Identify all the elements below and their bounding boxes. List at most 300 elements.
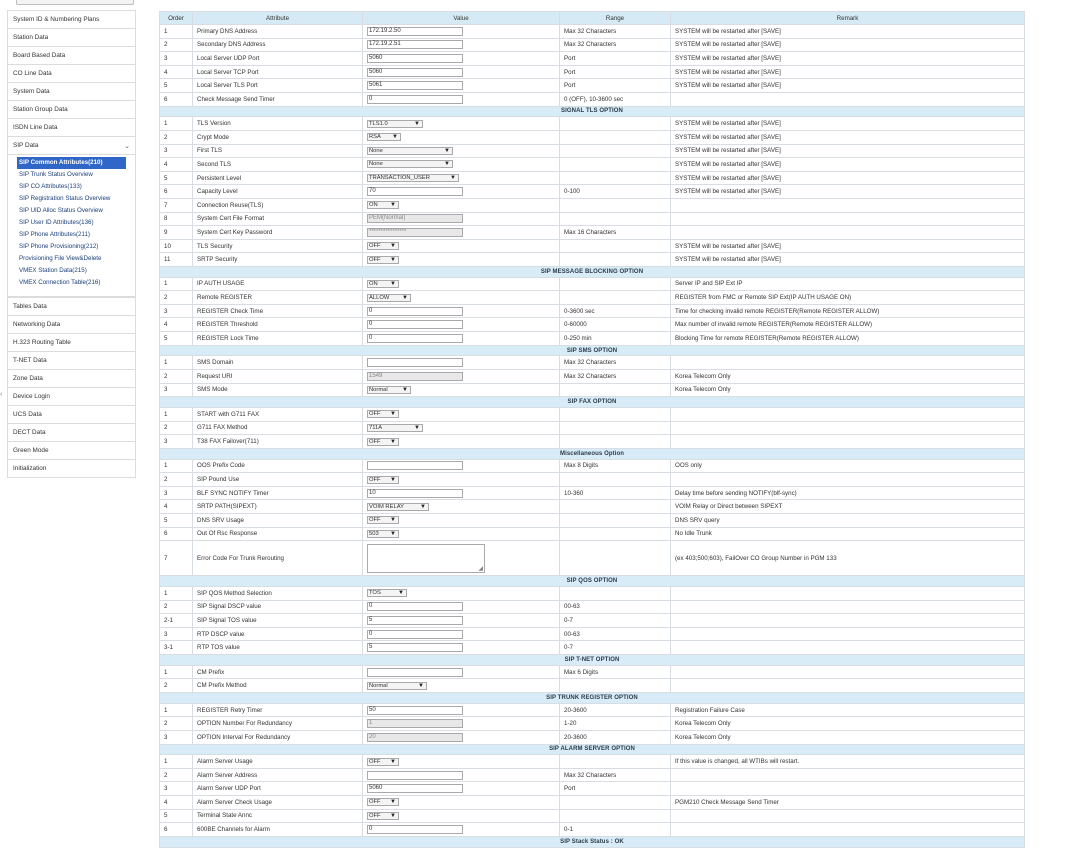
table-row — [160, 541, 1025, 576]
section-header-row — [160, 692, 1025, 703]
remark-cell: Server IP and SIP Ext IP — [671, 277, 1025, 291]
order-cell: 1 — [160, 277, 193, 291]
sidebar-item-station-data[interactable] — [7, 28, 136, 47]
value-select[interactable] — [367, 589, 407, 597]
range-cell: 0-7 — [560, 641, 671, 655]
remark-cell: REGISTER from FMC or Remote SIP Ext(IP AUTH USAGE ON) — [671, 291, 1025, 305]
value-select[interactable] — [367, 133, 401, 141]
value-input[interactable]: 0 — [367, 320, 463, 329]
order-cell: 5 — [160, 332, 193, 346]
remark-cell: Registration Failure Case — [671, 703, 1025, 717]
range-cell — [560, 435, 671, 449]
value-select[interactable] — [367, 294, 411, 302]
remark-cell — [671, 408, 1025, 422]
order-cell: 5 — [160, 513, 193, 527]
sidebar-item-system-data[interactable] — [7, 82, 136, 101]
attribute-cell: Local Server UDP Port — [193, 52, 363, 66]
range-cell — [560, 130, 671, 144]
value-select[interactable] — [367, 476, 399, 484]
value-cell — [363, 679, 560, 693]
value-input[interactable]: 5060 — [367, 784, 463, 793]
range-cell — [560, 277, 671, 291]
table-row — [160, 92, 1025, 106]
section-title: SIP TRUNK REGISTER OPTION — [160, 692, 1025, 703]
sidebar-item-green-mode[interactable] — [7, 441, 136, 460]
value-select[interactable] — [367, 120, 423, 128]
value-cell — [363, 158, 560, 172]
range-cell: 0-60000 — [560, 318, 671, 332]
sidebar-item-isdn-line-data[interactable] — [7, 118, 136, 137]
order-cell: 2 — [160, 130, 193, 144]
remark-cell — [671, 627, 1025, 641]
value-input[interactable] — [367, 358, 463, 367]
order-cell: 3 — [160, 782, 193, 796]
remark-cell: SYSTEM will be restarted after [SAVE] — [671, 52, 1025, 66]
remark-cell — [671, 809, 1025, 823]
select-value: None — [369, 147, 383, 154]
submenu-item-vmex-connection-table-216[interactable]: VMEX Connection Table(216) — [19, 279, 101, 286]
value-input[interactable]: 0 — [367, 95, 463, 104]
section-title: SIP ALARM SERVER OPTION — [160, 744, 1025, 755]
value-select[interactable] — [367, 530, 399, 538]
attribute-cell: Alarm Server Check Usage — [193, 796, 363, 810]
table-row — [160, 717, 1025, 731]
submenu-item-provisioning-file-view-delete[interactable]: Provisioning File View&Delete — [19, 255, 102, 262]
attribute-cell: G711 FAX Method — [193, 421, 363, 435]
value-input: 1 — [367, 719, 463, 728]
table-row — [160, 130, 1025, 144]
section-header-row — [160, 106, 1025, 117]
value-select[interactable] — [367, 147, 453, 155]
table-row — [160, 627, 1025, 641]
table-row — [160, 356, 1025, 370]
order-cell: 1 — [160, 703, 193, 717]
remark-cell: PGM210 Check Message Send Timer — [671, 796, 1025, 810]
sidebar-item-label: Station Data — [13, 34, 49, 41]
range-cell: 0-100 — [560, 185, 671, 199]
select-value: OFF — [369, 256, 381, 263]
order-cell: 4 — [160, 158, 193, 172]
range-cell: Max 32 Characters — [560, 25, 671, 39]
table-row — [160, 253, 1025, 267]
value-select[interactable] — [367, 386, 411, 394]
order-cell: 2 — [160, 600, 193, 614]
attribute-cell: Check Message Send Timer — [193, 92, 363, 106]
sidebar-item-board-based-data[interactable] — [7, 46, 136, 65]
remark-cell: SYSTEM will be restarted after [SAVE] — [671, 117, 1025, 131]
remark-cell: SYSTEM will be restarted after [SAVE] — [671, 253, 1025, 267]
table-row — [160, 318, 1025, 332]
attribute-cell: RTP DSCP value — [193, 627, 363, 641]
submenu-item-sip-uid-alloc-status-overview[interactable]: SIP UID Alloc Status Overview — [19, 207, 103, 214]
range-cell — [560, 253, 671, 267]
order-cell: 1 — [160, 25, 193, 39]
sidebar-item-station-group-data[interactable] — [7, 100, 136, 119]
value-input[interactable]: 0 — [367, 630, 463, 639]
dropdown-arrow-icon: ▼ — [390, 476, 396, 483]
sidebar-item-label: H.323 Routing Table — [13, 339, 71, 346]
order-cell: 3 — [160, 52, 193, 66]
select-value: VOIM RELAY — [369, 503, 405, 510]
value-select[interactable] — [367, 160, 453, 168]
value-input[interactable]: 172.19.2.50 — [367, 27, 463, 36]
value-cell — [363, 383, 560, 397]
order-cell: 3 — [160, 144, 193, 158]
table-row — [160, 513, 1025, 527]
sidebar-item-t-net-data[interactable] — [7, 351, 136, 370]
order-cell: 9 — [160, 226, 193, 240]
section-header-row — [160, 654, 1025, 665]
range-cell: Max 32 Characters — [560, 356, 671, 370]
sidebar-item-system-id-numbering-plans[interactable] — [7, 10, 136, 29]
remark-cell — [671, 356, 1025, 370]
sidebar-item-co-line-data[interactable] — [7, 64, 136, 83]
section-header-row — [160, 744, 1025, 755]
attribute-cell: DNS SRV Usage — [193, 513, 363, 527]
value-cell — [363, 717, 560, 731]
value-cell — [363, 356, 560, 370]
header-remark: Remark — [671, 12, 1025, 25]
dropdown-arrow-icon: ▼ — [390, 758, 396, 765]
order-cell: 2-1 — [160, 614, 193, 628]
attribute-cell: OOS Prefix Code — [193, 459, 363, 473]
section-title: SIGNAL TLS OPTION — [160, 106, 1025, 117]
sip-common-attributes-panel — [159, 11, 1024, 848]
section-title: SIP Stack Status : OK — [160, 836, 1025, 847]
value-cell — [363, 318, 560, 332]
attribute-cell: Alarm Server Address — [193, 768, 363, 782]
sidebar-item-h-323-routing-table[interactable] — [7, 333, 136, 352]
remark-cell — [671, 641, 1025, 655]
dropdown-arrow-icon: ▼ — [390, 256, 396, 263]
dropdown-arrow-icon: ▼ — [420, 503, 426, 510]
attribute-cell: SMS Mode — [193, 383, 363, 397]
attribute-cell: System Cert Key Password — [193, 226, 363, 240]
value-cell — [363, 500, 560, 514]
section-header-row — [160, 397, 1025, 408]
remark-cell — [671, 212, 1025, 226]
attribute-cell: Capacity Level — [193, 185, 363, 199]
sidebar-item-sip-data[interactable] — [7, 136, 136, 155]
value-cell — [363, 144, 560, 158]
range-cell — [560, 809, 671, 823]
value-cell — [363, 171, 560, 185]
sidebar-item-device-login[interactable] — [7, 387, 136, 406]
remark-cell: No Idle Trunk — [671, 527, 1025, 541]
table-row — [160, 52, 1025, 66]
value-select[interactable] — [367, 438, 399, 446]
value-select[interactable] — [367, 410, 399, 418]
submenu-item-sip-phone-attributes-211[interactable]: SIP Phone Attributes(211) — [19, 231, 90, 238]
sidebar-item-label: Initialization — [13, 465, 47, 472]
value-cell — [363, 117, 560, 131]
order-cell: 2 — [160, 679, 193, 693]
value-cell — [363, 796, 560, 810]
attribute-cell: SRTP PATH(SIPEXT) — [193, 500, 363, 514]
table-row — [160, 226, 1025, 240]
range-cell: Port — [560, 52, 671, 66]
submenu-item-sip-registration-status-overview[interactable]: SIP Registration Status Overview — [19, 195, 111, 202]
range-cell — [560, 421, 671, 435]
value-cell — [363, 809, 560, 823]
table-row — [160, 408, 1025, 422]
value-cell — [363, 782, 560, 796]
collapse-sidebar-icon[interactable]: ‹ — [0, 391, 3, 398]
range-cell: 1-20 — [560, 717, 671, 731]
value-cell — [363, 730, 560, 744]
order-cell: 2 — [160, 291, 193, 305]
remark-cell: SYSTEM will be restarted after [SAVE] — [671, 144, 1025, 158]
value-input[interactable]: 50 — [367, 706, 463, 715]
table-row — [160, 383, 1025, 397]
remark-cell: SYSTEM will be restarted after [SAVE] — [671, 65, 1025, 79]
value-input[interactable] — [367, 461, 463, 470]
sip-data-submenu — [7, 154, 136, 297]
range-cell: Max 32 Characters — [560, 370, 671, 384]
range-cell — [560, 144, 671, 158]
attribute-cell: SIP Signal DSCP value — [193, 600, 363, 614]
order-cell: 11 — [160, 253, 193, 267]
value-input[interactable]: 5 — [367, 643, 463, 652]
sidebar-item-label: Zone Data — [13, 375, 43, 382]
value-input[interactable]: 10 — [367, 489, 463, 498]
section-title: SIP T-NET OPTION — [160, 654, 1025, 665]
value-select[interactable] — [367, 516, 399, 524]
attribute-cell: SRTP Security — [193, 253, 363, 267]
select-value: RSA — [369, 134, 381, 141]
select-value: Normal — [369, 386, 388, 393]
value-textarea[interactable] — [367, 544, 485, 573]
order-cell: 4 — [160, 796, 193, 810]
value-cell — [363, 277, 560, 291]
table-row — [160, 768, 1025, 782]
remark-cell — [671, 435, 1025, 449]
attribute-cell: Alarm Server UDP Port — [193, 782, 363, 796]
table-row — [160, 277, 1025, 291]
remark-cell: Korea Telecom Only — [671, 730, 1025, 744]
sidebar-item-label: Station Group Data — [13, 106, 68, 113]
section-title: SIP SMS OPTION — [160, 345, 1025, 356]
value-input[interactable] — [367, 668, 463, 677]
value-cell — [363, 600, 560, 614]
value-input[interactable]: 172.19.2.51 — [367, 40, 463, 49]
remark-cell: SYSTEM will be restarted after [SAVE] — [671, 79, 1025, 93]
value-cell — [363, 473, 560, 487]
value-input[interactable]: 0 — [367, 307, 463, 316]
value-cell — [363, 703, 560, 717]
table-row — [160, 435, 1025, 449]
range-cell — [560, 796, 671, 810]
value-input[interactable] — [367, 771, 463, 780]
order-cell: 3 — [160, 383, 193, 397]
submenu-item-sip-common-attributes-210[interactable]: SIP Common Attributes(210) — [17, 157, 126, 169]
table-row — [160, 703, 1025, 717]
value-cell — [363, 65, 560, 79]
header-range: Range — [560, 12, 671, 25]
section-header-row — [160, 345, 1025, 356]
attribute-cell: BLF SYNC NOTIFY Timer — [193, 486, 363, 500]
submenu-item-sip-user-id-attributes-136[interactable]: SIP User ID Attributes(136) — [19, 219, 94, 226]
value-select[interactable] — [367, 798, 399, 806]
order-cell: 2 — [160, 768, 193, 782]
value-cell — [363, 370, 560, 384]
attribute-cell: Remote REGISTER — [193, 291, 363, 305]
sidebar-item-networking-data[interactable] — [7, 315, 136, 334]
attribute-cell: Crypt Mode — [193, 130, 363, 144]
value-select[interactable] — [367, 174, 459, 182]
sidebar-item-zone-data[interactable] — [7, 369, 136, 388]
sidebar-item-label: System Data — [13, 88, 50, 95]
range-cell — [560, 117, 671, 131]
sidebar-item-initialization[interactable] — [7, 459, 136, 478]
remark-cell — [671, 600, 1025, 614]
attribute-cell: TLS Version — [193, 117, 363, 131]
range-cell: Max 32 Characters — [560, 768, 671, 782]
remark-cell: Time for checking invalid remote REGISTER(Remote REGISTER ALLOW) — [671, 304, 1025, 318]
range-cell: Max 6 Digits — [560, 665, 671, 679]
select-value: OFF — [369, 812, 381, 819]
range-cell — [560, 212, 671, 226]
value-input[interactable]: 0 — [367, 334, 463, 343]
value-input[interactable]: 0 — [367, 825, 463, 834]
table-row — [160, 212, 1025, 226]
sidebar-item-ucs-data[interactable] — [7, 405, 136, 424]
value-cell — [363, 459, 560, 473]
range-cell: Max 32 Characters — [560, 38, 671, 52]
attribute-cell: RTP TOS value — [193, 641, 363, 655]
attribute-cell: SIP QOS Method Selection — [193, 586, 363, 600]
table-row — [160, 823, 1025, 837]
range-cell: 0-3600 sec — [560, 304, 671, 318]
table-row — [160, 782, 1025, 796]
value-select[interactable] — [367, 280, 399, 288]
dropdown-arrow-icon: ▼ — [398, 590, 404, 597]
order-cell: 2 — [160, 38, 193, 52]
range-cell — [560, 383, 671, 397]
range-cell: 0-7 — [560, 614, 671, 628]
attribute-cell: SIP Signal TOS value — [193, 614, 363, 628]
value-cell — [363, 755, 560, 769]
sidebar-item-dect-data[interactable] — [7, 423, 136, 442]
table-row — [160, 527, 1025, 541]
attribute-cell: REGISTER Lock Time — [193, 332, 363, 346]
value-cell — [363, 52, 560, 66]
remark-cell — [671, 782, 1025, 796]
order-cell: 7 — [160, 198, 193, 212]
dropdown-arrow-icon: ▼ — [390, 280, 396, 287]
value-cell — [363, 527, 560, 541]
dropdown-arrow-icon: ▼ — [444, 147, 450, 154]
table-header-row — [160, 12, 1025, 25]
value-input[interactable]: 5060 — [367, 54, 463, 63]
order-cell: 3-1 — [160, 641, 193, 655]
table-row — [160, 500, 1025, 514]
value-select[interactable] — [367, 682, 427, 690]
remark-cell: If this value is changed, all WTIBs will restart. — [671, 755, 1025, 769]
value-input: 1549 — [367, 372, 463, 381]
table-row — [160, 144, 1025, 158]
attribute-cell: Alarm Server Usage — [193, 755, 363, 769]
value-input[interactable]: 5061 — [367, 81, 463, 90]
table-row — [160, 332, 1025, 346]
table-row — [160, 158, 1025, 172]
attribute-cell: 600BE Channels for Alarm — [193, 823, 363, 837]
value-cell — [363, 198, 560, 212]
remark-cell: SYSTEM will be restarted after [SAVE] — [671, 171, 1025, 185]
remark-cell — [671, 198, 1025, 212]
attribute-cell: Request URI — [193, 370, 363, 384]
value-input[interactable]: 70 — [367, 187, 463, 196]
value-cell — [363, 614, 560, 628]
order-cell: 4 — [160, 318, 193, 332]
submenu-item-vmex-station-data-215[interactable]: VMEX Station Data(215) — [19, 267, 87, 274]
sidebar-item-tables-data[interactable] — [7, 297, 136, 316]
submenu-item-sip-phone-provisioning-212[interactable]: SIP Phone Provisioning(212) — [19, 243, 99, 250]
range-cell: 20-3600 — [560, 703, 671, 717]
value-cell — [363, 586, 560, 600]
sidebar-item-label: DECT Data — [13, 429, 46, 436]
remark-cell — [671, 768, 1025, 782]
value-select[interactable] — [367, 256, 399, 264]
range-cell: Max 16 Characters — [560, 226, 671, 240]
value-cell — [363, 627, 560, 641]
value-cell — [363, 130, 560, 144]
resize-grip-icon[interactable]: ◢ — [478, 565, 483, 572]
sidebar-item-label: SIP Data — [13, 142, 39, 149]
attribute-cell: Terminal State Annc — [193, 809, 363, 823]
value-select[interactable] — [367, 201, 399, 209]
dropdown-arrow-icon: ▼ — [390, 812, 396, 819]
table-row — [160, 38, 1025, 52]
attributes-table — [159, 11, 1025, 848]
attribute-cell: Out Of Rsc Response — [193, 527, 363, 541]
range-cell: Port — [560, 782, 671, 796]
table-row — [160, 185, 1025, 199]
range-cell — [560, 679, 671, 693]
attribute-cell: IP AUTH USAGE — [193, 277, 363, 291]
submenu-item-sip-co-attributes-133[interactable]: SIP CO Attributes(133) — [19, 183, 82, 190]
sidebar-nav — [7, 0, 136, 478]
attribute-cell: Error Code For Trunk Rerouting — [193, 541, 363, 576]
range-cell — [560, 473, 671, 487]
remark-cell: SYSTEM will be restarted after [SAVE] — [671, 239, 1025, 253]
value-select[interactable] — [367, 758, 399, 766]
range-cell: 20-3600 — [560, 730, 671, 744]
value-select[interactable] — [367, 812, 399, 820]
value-input[interactable]: 0 — [367, 602, 463, 611]
sidebar-item-label: UCS Data — [13, 411, 42, 418]
value-cell — [363, 239, 560, 253]
value-select[interactable] — [367, 503, 429, 511]
select-value: None — [369, 161, 383, 168]
value-cell — [363, 641, 560, 655]
table-row — [160, 304, 1025, 318]
value-select[interactable] — [367, 242, 399, 250]
attribute-cell: First TLS — [193, 144, 363, 158]
attribute-cell: Local Server TCP Port — [193, 65, 363, 79]
value-input[interactable]: 5060 — [367, 68, 463, 77]
submenu-item-sip-trunk-status-overview[interactable]: SIP Trunk Status Overview — [19, 171, 93, 178]
value-cell — [363, 226, 560, 240]
value-select[interactable] — [367, 424, 423, 432]
table-row — [160, 809, 1025, 823]
sidebar-item-label: Networking Data — [13, 321, 61, 328]
attribute-cell: REGISTER Check Time — [193, 304, 363, 318]
range-cell: Max 8 Digits — [560, 459, 671, 473]
value-cell — [363, 513, 560, 527]
dropdown-arrow-icon: ▼ — [390, 438, 396, 445]
value-input[interactable]: 5 — [367, 616, 463, 625]
